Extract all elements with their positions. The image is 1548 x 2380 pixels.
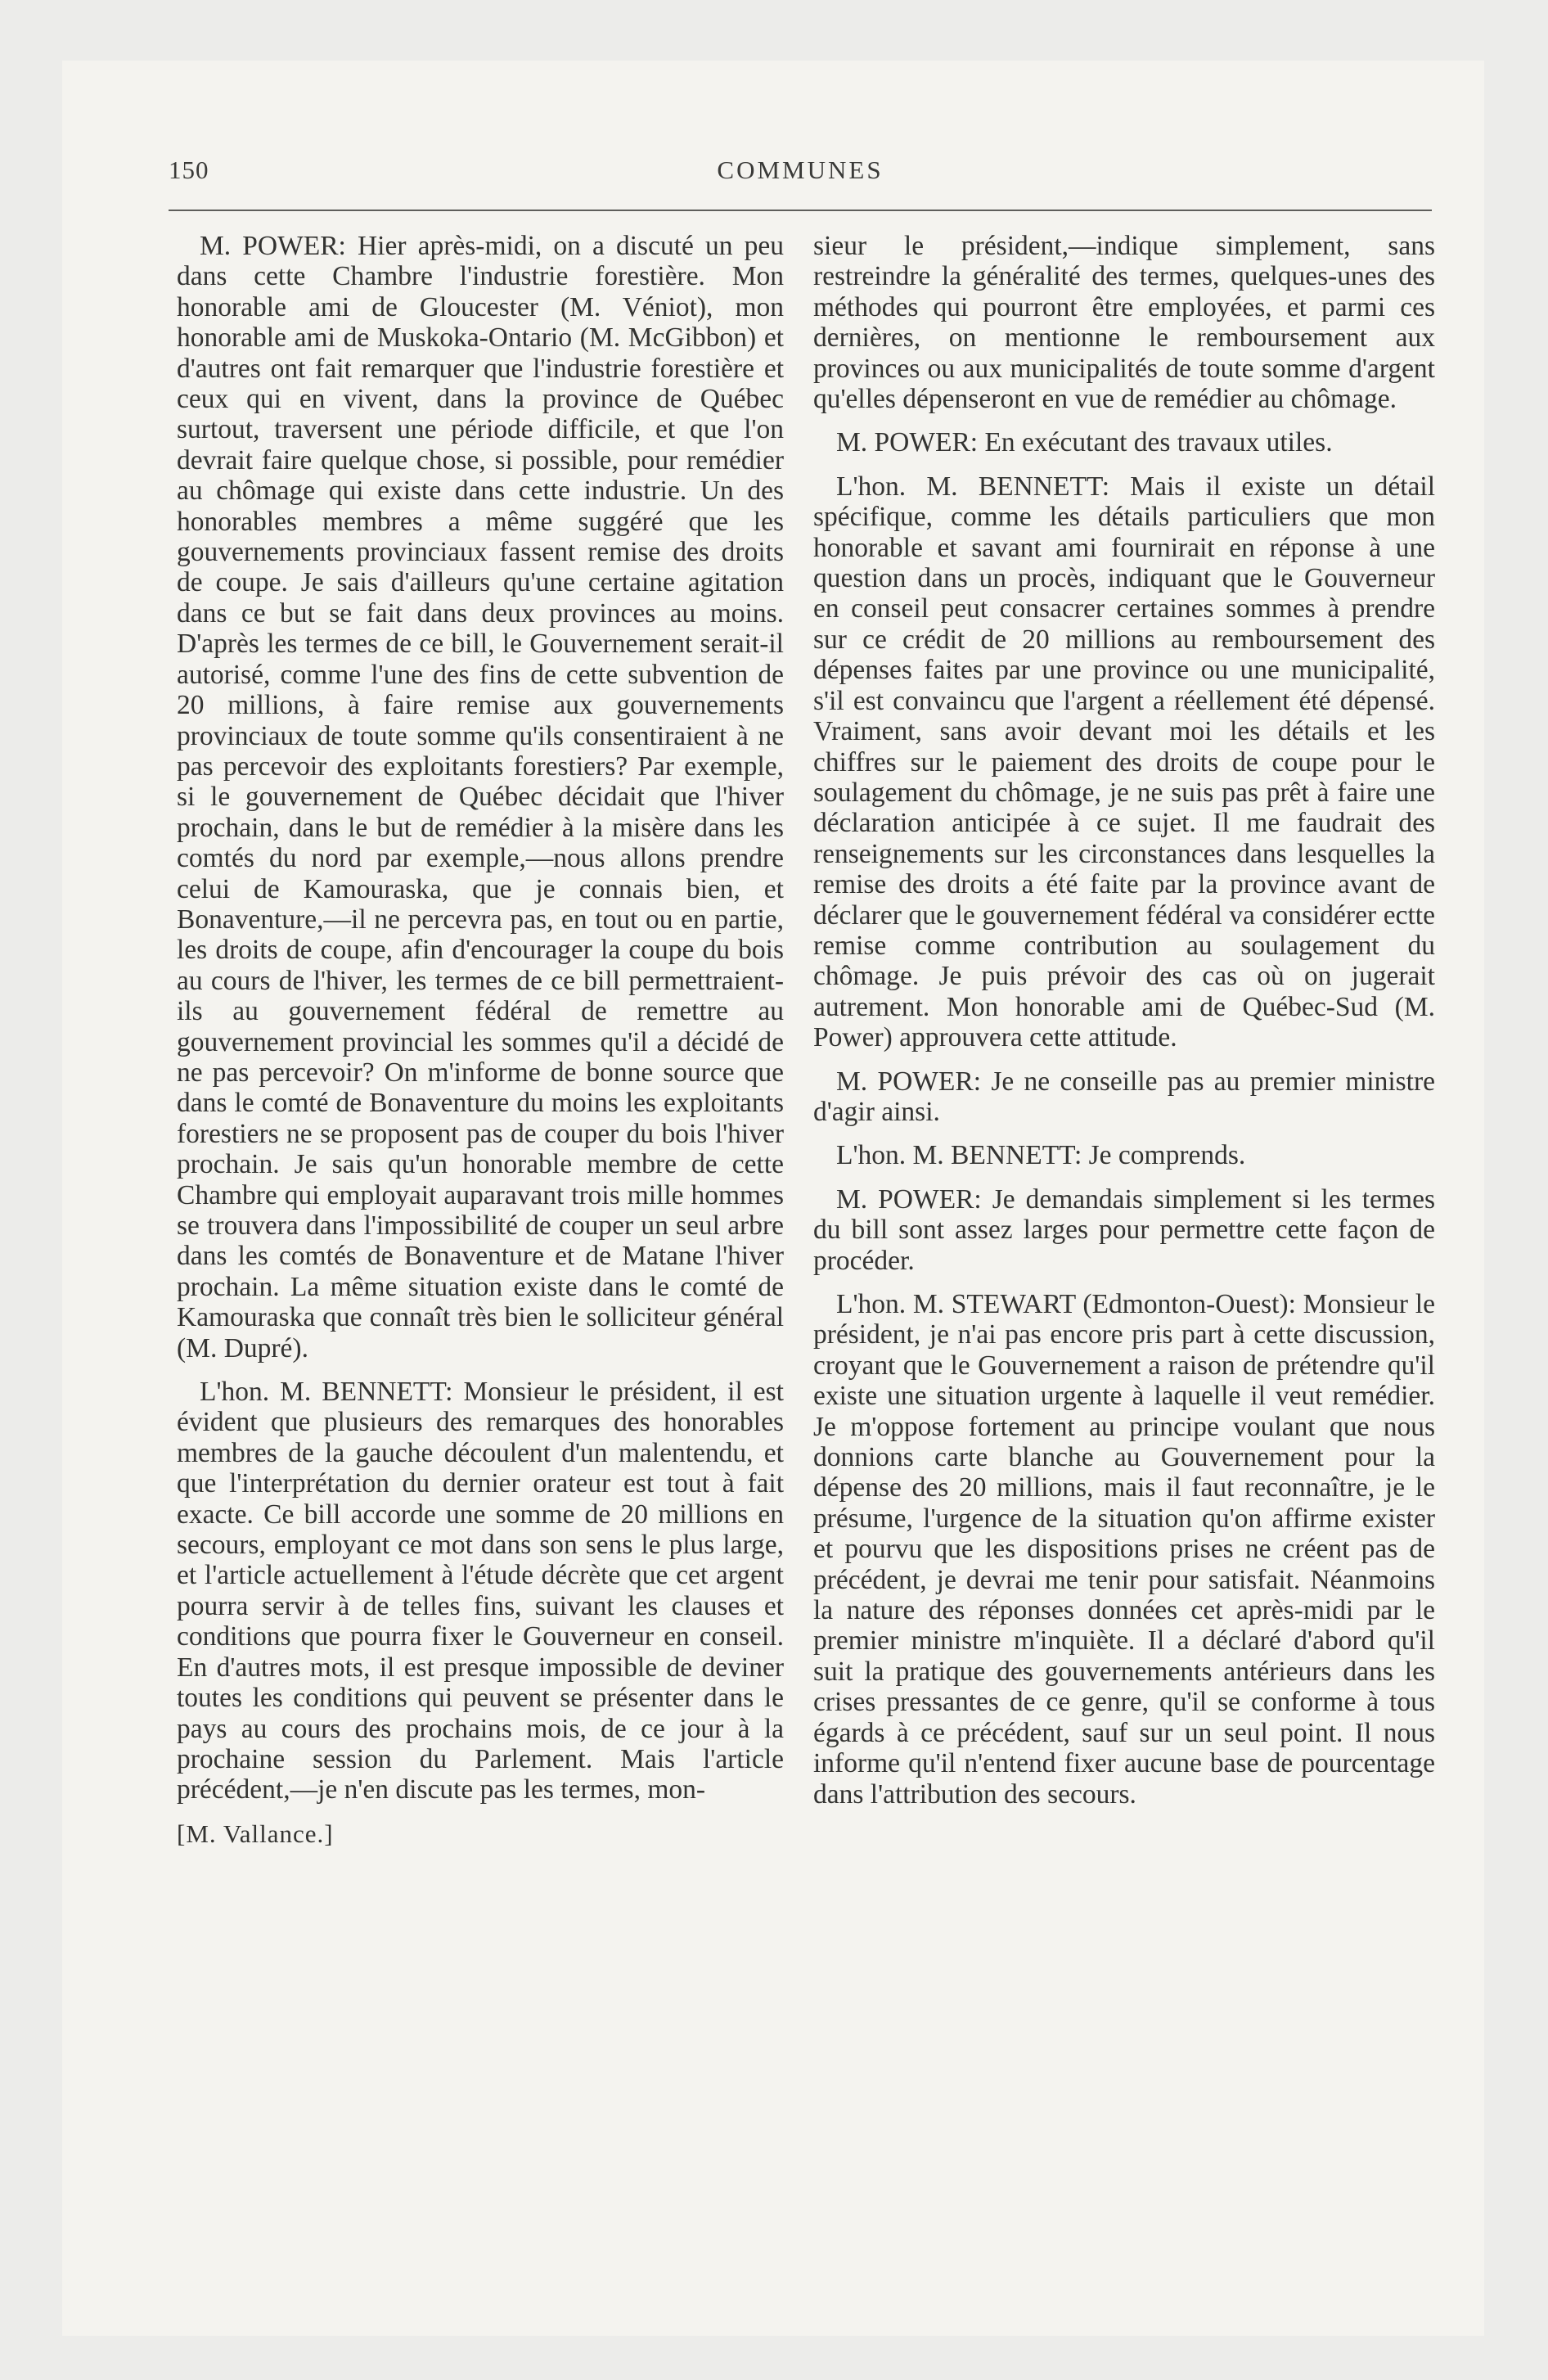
paragraph-power-lumber-question: M. POWER: Hier après-midi, on a discuté un peu dans cette Chambre l'industrie forestière. Mon honorable ami de Gloucester (M. Véniot), mon honorable ami de Muskoka-Ontario (M. McGibbon) et d'autres ont fait remarquer que l'industrie forestière et ceux qui en vivent, dans la province de Québec surtout, traversent une période difficile, et que l'on devrait faire quelque chose, si possible, pour remédier au chômage qui existe dans cette industrie. Un des honorables membres a même suggéré que les gouvernements provinciaux fassent remise des droits de coupe. Je sais d'ailleurs qu'une certaine agitation dans ce but se fait dans deux provinces au moins. D'après les termes de ce bill, le Gouvernement serait-il autorisé, comme l'une des fins de cette subvention de 20 millions, à faire remise aux gouvernements provinciaux de toute somme qu'ils consentiraient à ne pas percevoir des exploitants forestiers? Par exemple, si le gouvernement de Québec décidait que l'hiver prochain, dans le but de remédier à la misère dans les comtés du nord par exemple,—nous allons prendre celui de Kamouraska, que je connais bien, et Bonaventure,—il ne percevra pas, en tout ou en partie, les droits de coupe, afin d'encourager la coupe du bois au cours de l'hiver, les termes de ce bill permettraient-ils au gouvernement fédéral de remettre au gouvernement provincial les sommes qu'il a décidé de ne pas percevoir? On m'informe de bonne source que dans le comté de Bonaventure du moins les exploitants forestiers ne se proposent pas de couper du bois l'hiver prochain. Je sais qu'un honorable membre de cette Chambre qui employait auparavant trois mille hommes se trouvera dans l'impossibilité de couper un seul arbre dans les comtés de Bonaventure et de Matane l'hiver prochain. La même situation existe dans le comté de Kamouraska que connaît très bien le solliciteur général (M. Dupré). — [177, 231, 784, 1364]
running-header — [169, 156, 1432, 188]
paragraph-power-bill-terms: M. POWER: Je demandais simplement si les termes du bill sont assez larges pour permettre cette façon de procéder. — [813, 1183, 1435, 1276]
section-title: COMMUNES — [717, 156, 884, 184]
header-rule — [169, 210, 1432, 211]
paragraph-bennett-reply: L'hon. M. BENNETT: Monsieur le président, il est évident que plusieurs des remarques des honorables membres de la gauche découlent d'un malentendu, et que l'interprétation du dernier orateur est tout à fait exacte. Ce bill accorde une somme de 20 millions en secours, employant ce mot dans son sens le plus large, et l'article actuellement à l'étude décrète que cet argent pourra servir à de telles fins, suivant les clauses et conditions que pourra fixer le Gouverneur en conseil. En d'autres mots, il est presque impossible de deviner toutes les conditions qui peuvent se présenter dans le pays au cours des prochains mois, de ce jour à la prochaine session du Parlement. Mais l'article précédent,—je n'en discute pas les termes, mon- — [177, 1377, 784, 1805]
paragraph-power-useful-works: M. POWER: En exécutant des travaux utiles. — [836, 427, 1333, 458]
paragraph-bennett-understands: L'hon. M. BENNETT: Je comprends. — [836, 1140, 1246, 1171]
page-number: 150 — [169, 156, 209, 184]
paragraph-bennett-specific-detail: L'hon. M. BENNETT: Mais il existe un détail spécifique, comme les détails particuliers que mon honorable et savant ami fournirait en réponse à une question dans un procès, indiquant que le Gouverneur en conseil peut consacrer certaines sommes à prendre sur ce crédit de 20 millions au remboursement des dépenses faites par une province ou une municipalité, s'il est convaincu que l'argent a réellement été dépensé. Vraiment, sans avoir devant moi les détails et les chiffres sur le paiement des droits de coupe pour le soulagement du chômage, je ne suis pas prêt à faire une déclaration anticipée à ce sujet. Il me faudrait des renseignements sur les circonstances dans lesquelles la remise des droits a été faite par la province avant de déclarer que le gouvernement fédéral va considérer ectte remise comme contribution au soulagement du chômage. Je puis prévoir des cas où on jugerait autrement. Mon honorable ami de Québec-Sud (M. Power) approuvera cette attitude. — [813, 471, 1435, 1053]
speaker-footnote: [M. Vallance.] — [177, 1819, 334, 1848]
left-column — [177, 231, 784, 1849]
paragraph-bennett-continued: sieur le président,—indique simplement, sans restreindre la généralité des termes, quelques-unes des méthodes qui pourront être employées, et parmi ces dernières, on mentionne le remboursement aux provinces ou aux municipalités de toute somme d'argent qu'elles dépenseront en vue de remédier au chômage. — [813, 231, 1435, 415]
paragraph-stewart-remarks: L'hon. M. STEWART (Edmonton-Ouest): Monsieur le président, je n'ai pas encore pris part à cette discussion, croyant que le Gouvernement a raison de prétendre qu'il existe une situation urgente à laquelle il veut remédier. Je m'oppose fortement au principe voulant que nous donnions carte blanche au Gouvernement pour la dépense des 20 millions, mais il faut reconnaître, je le présume, l'urgence de la situation qu'on affirme exister et pourvu que les dispositions prises ne créent pas de précédent, je devrai me tenir pour satisfait. Néanmoins la nature des réponses données cet après-midi par le premier ministre m'inquiète. Il a déclaré d'abord qu'il suit la pratique des gouvernements antérieurs dans les crises pressantes de ce genre, qu'il se conforme à tous égards à ce précédent, sauf sur un seul point. Il nous informe qu'il n'entend fixer aucune base de pourcentage dans l'attribution des secours. — [813, 1289, 1435, 1810]
paragraph-power-advice: M. POWER: Je ne conseille pas au premier ministre d'agir ainsi. — [813, 1066, 1435, 1127]
right-column — [813, 231, 1435, 1823]
